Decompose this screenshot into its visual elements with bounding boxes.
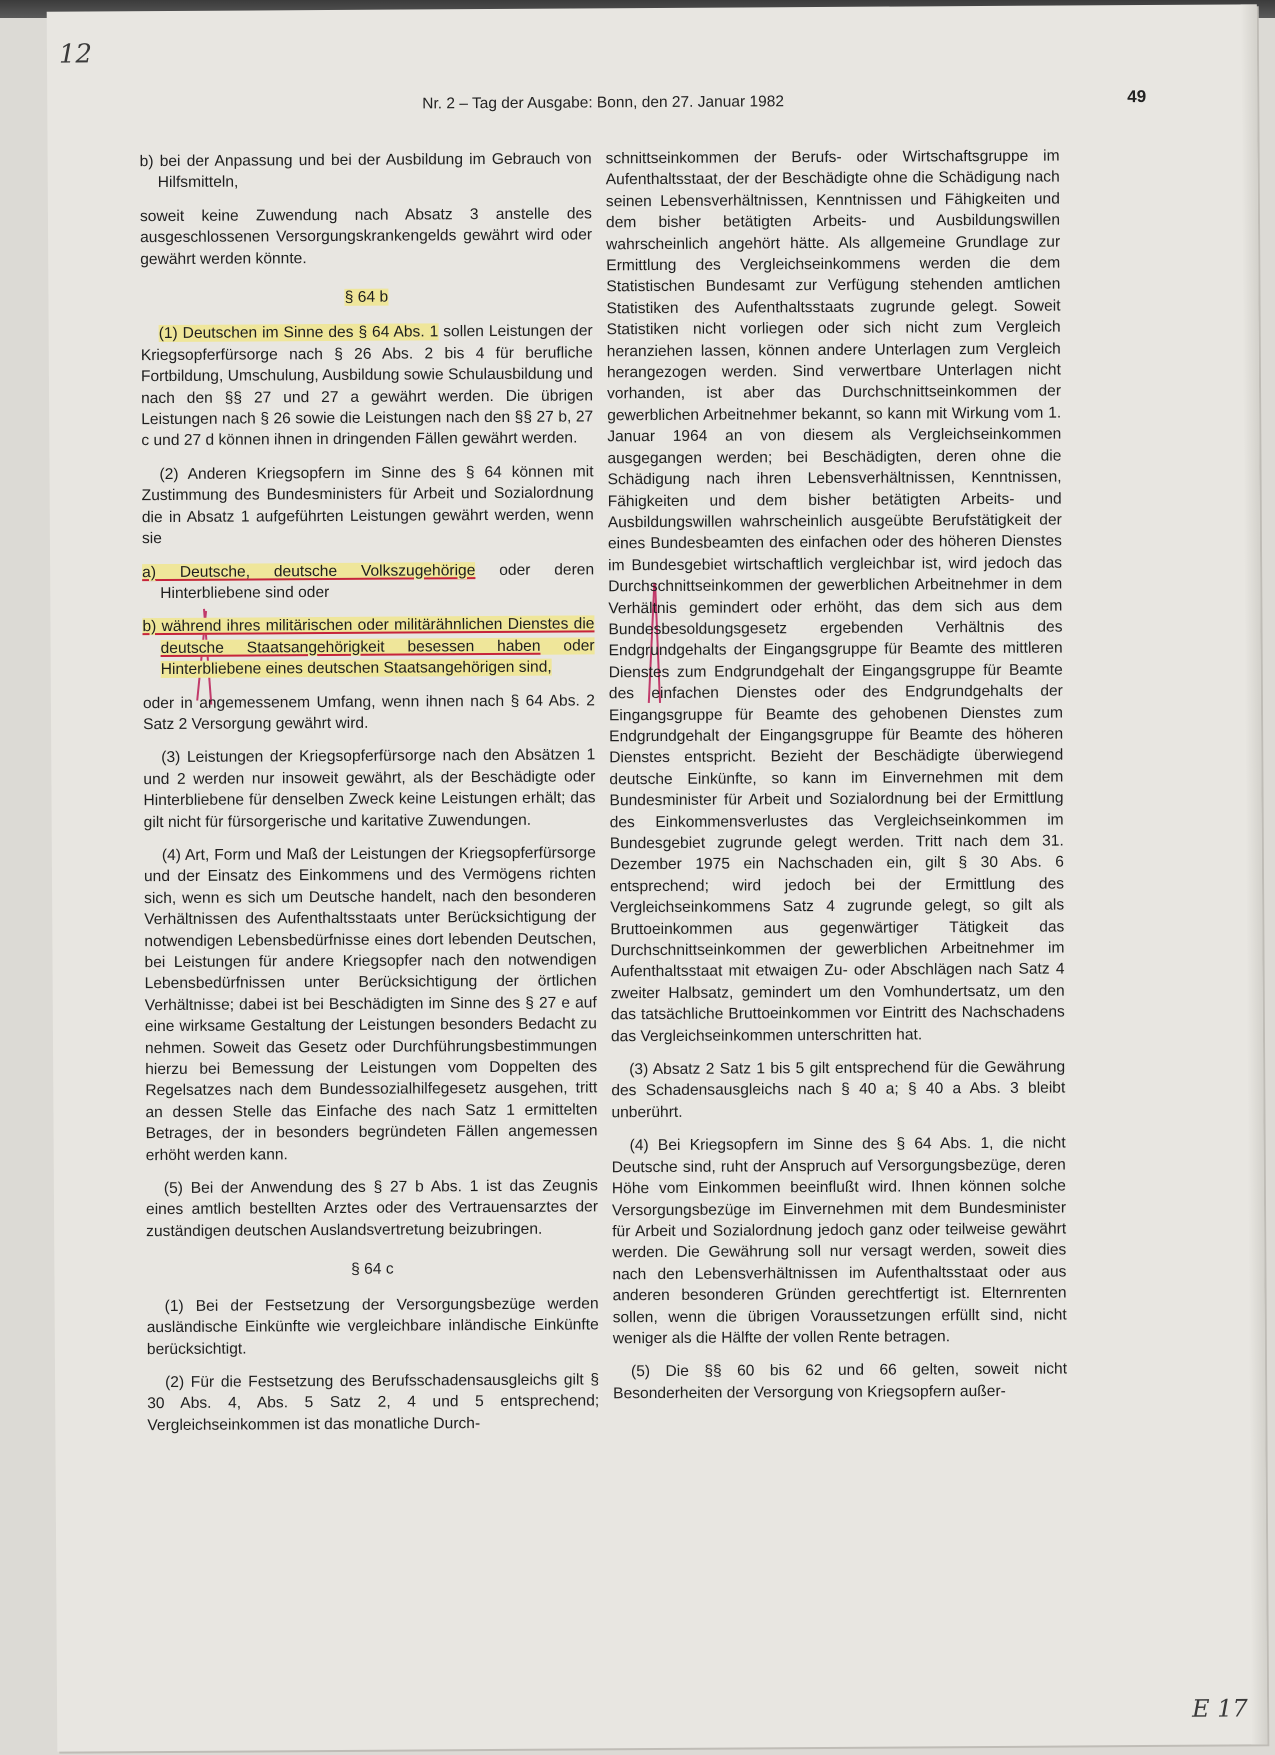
paragraph-64b-5: (5) Bei der Anwendung des § 27 b Abs. 1 ist das Zeugnis eines amtlich bestellten Arztes oder des Vertrauensarztes der zuständigen deutschen Auslandsvertretung beizubringen. bbox=[145, 1177, 599, 1241]
paragraph-text: sollen Leistungen der Kriegsopferfürsorge nach § 26 Abs. 2 bis 4 für berufliche Fortbildung, Umschulung, Ausbildung sowie Schulausbildung und nach den §§ 27 und 27 a gewährt werden. Die übrigen Leistungen nach § 26 sowie die Leistungen nach den §§ 27 b, 27 c und 27 d können ihnen in dringenden Fällen gewährt werden. bbox=[140, 322, 594, 450]
paragraph-64b-3: (3) Leistungen der Kriegsopferfürsorge nach den Absätzen 1 und 2 werden nur insoweit gewährt, als der Beschädigte oder Hinterbliebene für denselben Zweck keine Leistungen erhält; das gilt nicht für fürsorgerische und karitative Zuwendungen. bbox=[143, 746, 596, 831]
section-heading-64b-text: § 64 b bbox=[344, 288, 389, 306]
highlight-text: oder Hinterbliebene eines deutschen Staatsangehörigen sind, bbox=[160, 637, 595, 679]
paragraph-item-b: b) bei der Anpassung und bei der Ausbildung im Gebrauch von Hilfsmitteln, bbox=[139, 150, 592, 192]
paragraph-64c-3: (3) Absatz 2 Satz 1 bis 5 gilt entsprechend für die Gewährung des Schadensausgleichs nach § 40 a; § 40 a Abs. 3 bleibt unberührt. bbox=[611, 1058, 1066, 1122]
paragraph-soweit: soweit keine Zuwendung nach Absatz 3 anstelle des ausgeschlossenen Versorgungskrankengelds gewährt wird oder gewährt werden könnte. bbox=[139, 205, 593, 268]
left-column bbox=[140, 148, 600, 1448]
paragraph-64c-2-continued: schnittseinkommen der Berufs- oder Wirtschaftsgruppe im Aufenthaltsstaat, der der Beschädigte ohne die Schädigung nach seinen Lebensverhältnissen, Kenntnissen und Fähigkeiten und dem bisher betätigten Arbeits- und Ausbildungswillen wahrscheinlich angehört hätte. Als allgemeine Grundlage zur Ermittlung des Vergleichseinkommens werden die dem Statistischen Bundesamt zur Verfügung stehenden amtlichen Statistiken des Aufenthaltsstaats zugrunde gelegt. Soweit Statistiken nicht vorliegen oder sich nicht zum Vergleich heranziehen lassen, können andere Unterlagen zum Vergleich herangezogen werden. Sind verwertbare Unterlagen nicht vorhanden, ist aber das Durchschnittseinkommen der gewerblichen Arbeitnehmer bekannt, so kann mit Wirkung vom 1. Januar 1964 an von diesem als Vergleichseinkommen ausgegangen werden; bei Beschädigten, deren ohne die Schädigung nach ihren Lebensverhältnissen, Kenntnissen, Fähigkeiten und dem bisher betätigten Arbeits- und Ausbildungswillen wahrscheinlich ausgeübte Berufstätigkeit der eines Bundesbeamten des einfachen oder des höheren Dienstes im Bundesgebiet wirtschaftlich vergleichbar ist, wird jedoch das Durchschnittseinkommen der gewerblichen Arbeitnehmer in dem Verhältnis gemindert oder erhöht, das dem sich aus dem Bundesbesoldungsgesetz ergebenden Verhältnis des Endgrundgehalts der Eingangsgruppe für Beamte des mittleren Dienstes zum Endgrundgehalt der Eingangsgruppe für Beamte des einfachen Dienstes oder des Endgrundgehalts der Eingangsgruppe für Beamte des gehobenen Dienstes zum Endgrundgehalt der Eingangsgruppe für Beamte des höheren Dienstes entspricht. Bezieht der Beschädigte überwiegend deutsche Einkünfte, so kann im Einvernehmen mit dem Bundesminister für Arbeit und Sozialordnung bei der Ermittlung des Einkommensverlustes das Vergleichseinkommen im Bundesgebiet zugrunde gelegt werden. Tritt nach dem 31. Dezember 1975 ein Nachschaden ein, gilt § 30 Abs. 6 entsprechend; wird jedoch bei der Ermittlung des Vergleichseinkommens Satz 4 zugrunde gelegt, so gilt als Bruttoeinkommen aus gegenwärtiger Tätigkeit das Durchschnittseinkommen der gewerblichen Arbeitnehmer im Aufenthaltsstaat mit etwaigen Zu- oder Abschlägen nach Satz 4 zweiter Halbsatz, gemindert um den Vomhundertsatz, um den das tatsächliche Bruttoeinkommen vor Eintritt des Nachschadens das Vergleichseinkommen unterschritten hat. bbox=[605, 147, 1065, 1045]
paragraph-64c-5: (5) Die §§ 60 bis 62 und 66 gelten, soweit nicht Besonderheiten der Versorgung von Kriegsopfern außer- bbox=[613, 1360, 1068, 1403]
paragraph-64c-1: (1) Bei der Festsetzung der Versorgungsbezüge werden ausländische Einkünfte wie vergleichbare inländische Einkünfte berücksichtigt. bbox=[146, 1295, 599, 1358]
right-column bbox=[606, 146, 1068, 1417]
highlight-text: (1) Deutschen im Sinne des § 64 Abs. 1 bbox=[158, 323, 439, 343]
page-header bbox=[47, 86, 1257, 113]
paragraph-64c-2: (2) Für die Festsetzung des Berufsschadensausgleichs gilt § 30 Abs. 4, Abs. 5 Satz 2, 4 und 5 entsprechend; Vergleichseinkommen ist das monatliche Durch- bbox=[147, 1371, 600, 1434]
handwritten-note-top-left: 12 bbox=[58, 39, 93, 70]
handwritten-note-bottom-right: E 17 bbox=[1191, 1694, 1248, 1723]
section-heading-64c: § 64 c bbox=[351, 1260, 394, 1279]
paragraph-64c-4: (4) Bei Kriegsopfern im Sinne des § 64 Abs. 1, die nicht Deutsche sind, ruht der Anspruch auf Versorgungsbezüge, deren Höhe vom Einkommen beeinflußt wird. Ihnen können solche Versorgungsbezüge im Einvernehmen mit dem Bundesminister für Arbeit und Sozialordnung jedoch ganz oder teilweise gewährt werden. Die Gewährung soll nur versagt werden, soweit dies nach den Lebensverhältnissen im Aufenthaltsstaat oder aus anderen besonderen Gründen gerechtfertigt ist. Elternrenten sollen, wenn die übrigen Voraussetzungen erfüllt sind, nicht weniger als die Hälfte der vollen Rente betragen. bbox=[611, 1134, 1067, 1348]
paragraph-64b-2: (2) Anderen Kriegsopfern im Sinne des § 64 können mit Zustimmung des Bundesministers für Arbeit und Sozialordnung die in Absatz 1 aufgeführten Leistungen gewährt werden, wenn sie bbox=[141, 463, 594, 548]
issue-line: Nr. 2 – Tag der Ausgabe: Bonn, den 27. Januar 1982 bbox=[422, 93, 784, 113]
document-sheet bbox=[47, 4, 1268, 1751]
paragraph-item-a bbox=[142, 559, 594, 605]
highlight-underlined-text: b) während ihres militärischen oder militärähnlichen Dienstes die deutsche Staatsangehörigkeit besessen haben bbox=[142, 615, 595, 657]
paragraph-text: oder deren Hinterbliebene sind oder bbox=[160, 560, 595, 602]
paper-edge-shadow bbox=[1241, 4, 1268, 1744]
paragraph-64b-1 bbox=[141, 321, 594, 452]
paragraph-64b-4: (4) Art, Form und Maß der Leistungen der Kriegsopferfürsorge und der Einsatz des Einkommens und des Vermögens richten sich, wenn es sich um Deutsche handelt, nach den besonderen Verhältnissen des Aufenthaltsstaats unter Berücksichtigung der notwendigen Lebensbedürfnisse eines dort lebenden Deutschen, bei Leistungen für andere Kriegsopfer nach den notwendigen Lebensbedürfnissen unter Berücksichtigung der örtlichen Verhältnisse; dabei ist bei Beschädigten im Sinne des § 27 e auf eine wirksame Gestaltung der Leistungen besonders Bedacht zu nehmen. Soweit das Gesetz oder Durchführungsbestimmungen hierzu bei Bemessung der Leistungen vom Doppelten des Regelsatzes nach dem Bundessozialhilfegesetz ausgehen, tritt an dessen Stelle das Einfache des nach Satz 1 ermittelten Betrages, der in besonders begründeten Fällen angemessen erhöht werden kann. bbox=[143, 844, 598, 1164]
page-number: 49 bbox=[1127, 86, 1147, 107]
section-heading-64b bbox=[140, 285, 592, 309]
paragraph-oder: oder in angemessenem Umfang, wenn ihnen nach § 64 Abs. 2 Satz 2 Versorgung gewährt wird. bbox=[142, 691, 595, 734]
paragraph-item-b-dienst bbox=[142, 614, 594, 681]
highlight-underlined-text: a) Deutsche, deutsche Volkszugehörige bbox=[142, 561, 476, 581]
